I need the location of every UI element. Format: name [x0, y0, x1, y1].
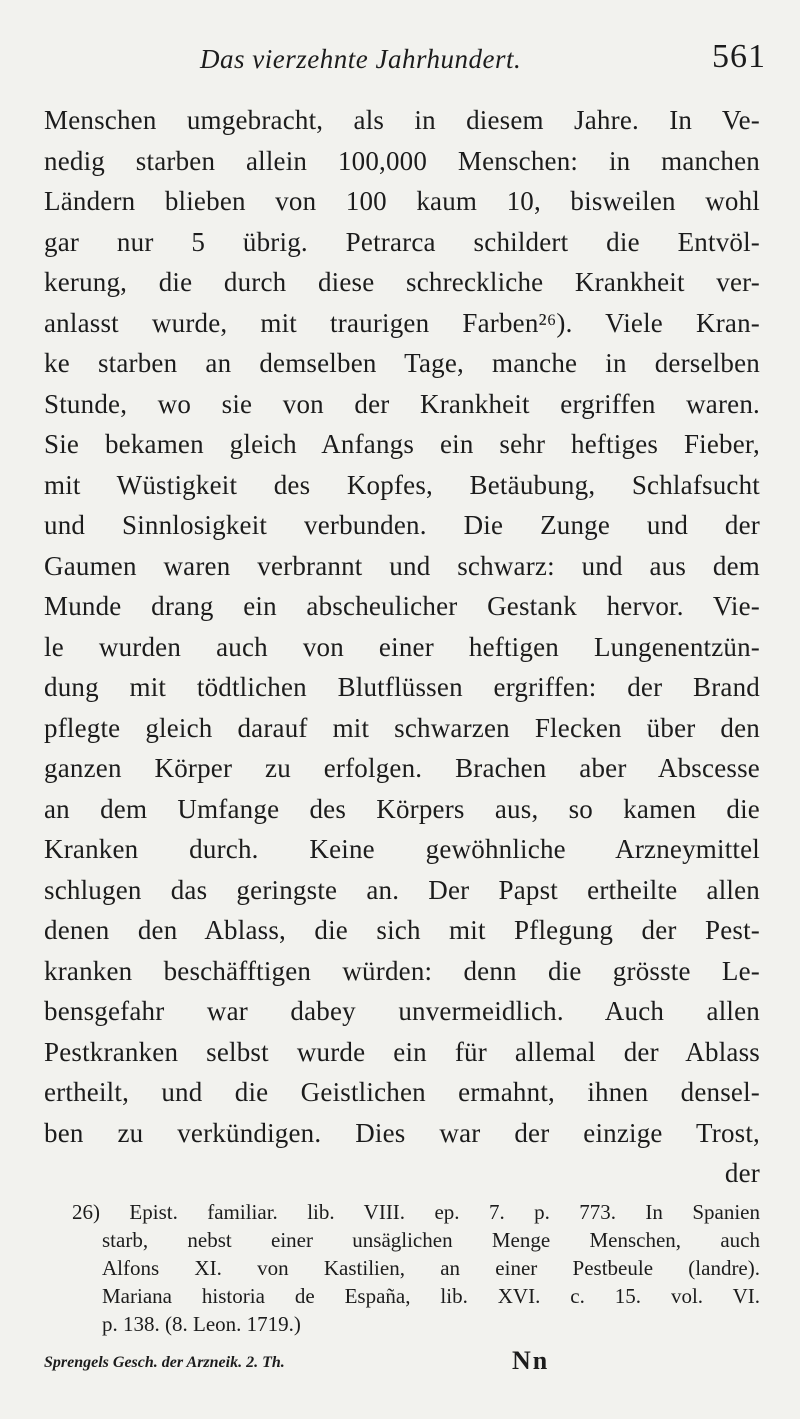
text-line: ke starben an demselben Tage, manche in derselben — [44, 348, 760, 378]
footnote — [72, 1198, 760, 1338]
footnote-line: 26) Epist. familiar. lib. VIII. ep. 7. p. 773. In Spanien — [72, 1200, 760, 1224]
text-line: nedig starben allein 100,000 Menschen: in manchen — [44, 145, 760, 176]
footnote-line: starb, nebst einer unsäglichen Menge Menschen, auch — [102, 1228, 760, 1252]
footnote-line: Alfons XI. von Kastilien, an einer Pestbeule (landre). — [102, 1256, 760, 1280]
text-line: gar nur 5 übrig. Petrarca schildert die Entvöl- — [44, 226, 760, 257]
signature-line — [44, 1346, 644, 1380]
text-line: kerung, die durch diese schreckliche Krankheit ver- — [44, 267, 760, 297]
text-line: Ländern blieben von 100 kaum 10, bisweilen wohl — [44, 186, 760, 216]
sheet-mark: Nn — [512, 1346, 550, 1375]
text-line: mit Wüstigkeit des Kopfes, Betäubung, Schlafsucht — [44, 469, 760, 500]
text-line: ben zu verkündigen. Dies war der einzige Trost, — [44, 1117, 760, 1148]
footnote-line: Mariana historia de España, lib. XVI. c. 15. vol. VI. — [102, 1284, 760, 1308]
text-line: anlasst wurde, mit traurigen Farben²⁶). Viele Kran- — [44, 307, 760, 338]
running-title: Das vierzehnte Jahrhundert. — [200, 44, 522, 74]
text-line: und Sinnlosigkeit verbunden. Die Zunge und der — [44, 510, 760, 540]
body-text — [44, 100, 760, 1194]
text-line: ganzen Körper zu erfolgen. Brachen aber Abscesse — [44, 753, 760, 783]
footnote-line: p. 138. (8. Leon. 1719.) — [102, 1312, 301, 1336]
text-line: Gaumen waren verbrannt und schwarz: und aus dem — [44, 550, 760, 581]
text-line: Kranken durch. Keine gewöhnliche Arzneymittel — [44, 834, 760, 864]
text-line: pflegte gleich darauf mit schwarzen Flecken über den — [44, 712, 760, 743]
running-head — [0, 38, 800, 88]
text-line: schlugen das geringste an. Der Papst ertheilte allen — [44, 874, 760, 905]
text-line: dung mit tödtlichen Blutflüssen ergriffen: der Brand — [44, 672, 760, 702]
text-line: Sie bekamen gleich Anfangs ein sehr heftiges Fieber, — [44, 429, 760, 459]
catchword: der — [724, 1158, 760, 1188]
text-line: Pestkranken selbst wurde ein für allemal der Ablass — [44, 1036, 760, 1067]
text-line: an dem Umfange des Körpers aus, so kamen die — [44, 793, 760, 824]
printer-signature: Sprengels Gesch. der Arzneik. 2. Th. — [44, 1354, 285, 1371]
page-number: 561 — [712, 38, 766, 75]
text-line: le wurden auch von einer heftigen Lungenentzün- — [44, 631, 760, 662]
text-line: bensgefahr war dabey unvermeidlich. Auch allen — [44, 996, 760, 1026]
text-line: denen den Ablass, die sich mit Pflegung der Pest- — [44, 915, 760, 945]
text-line: kranken beschäfftigen würden: denn die grösste Le- — [44, 955, 760, 986]
text-line: Menschen umgebracht, als in diesem Jahre. In Ve- — [44, 105, 760, 135]
text-line: ertheilt, und die Geistlichen ermahnt, ihnen densel- — [44, 1077, 760, 1107]
text-line: Munde drang ein abscheulicher Gestank hervor. Vie- — [44, 591, 760, 621]
text-line: Stunde, wo sie von der Krankheit ergriffen waren. — [44, 388, 760, 419]
